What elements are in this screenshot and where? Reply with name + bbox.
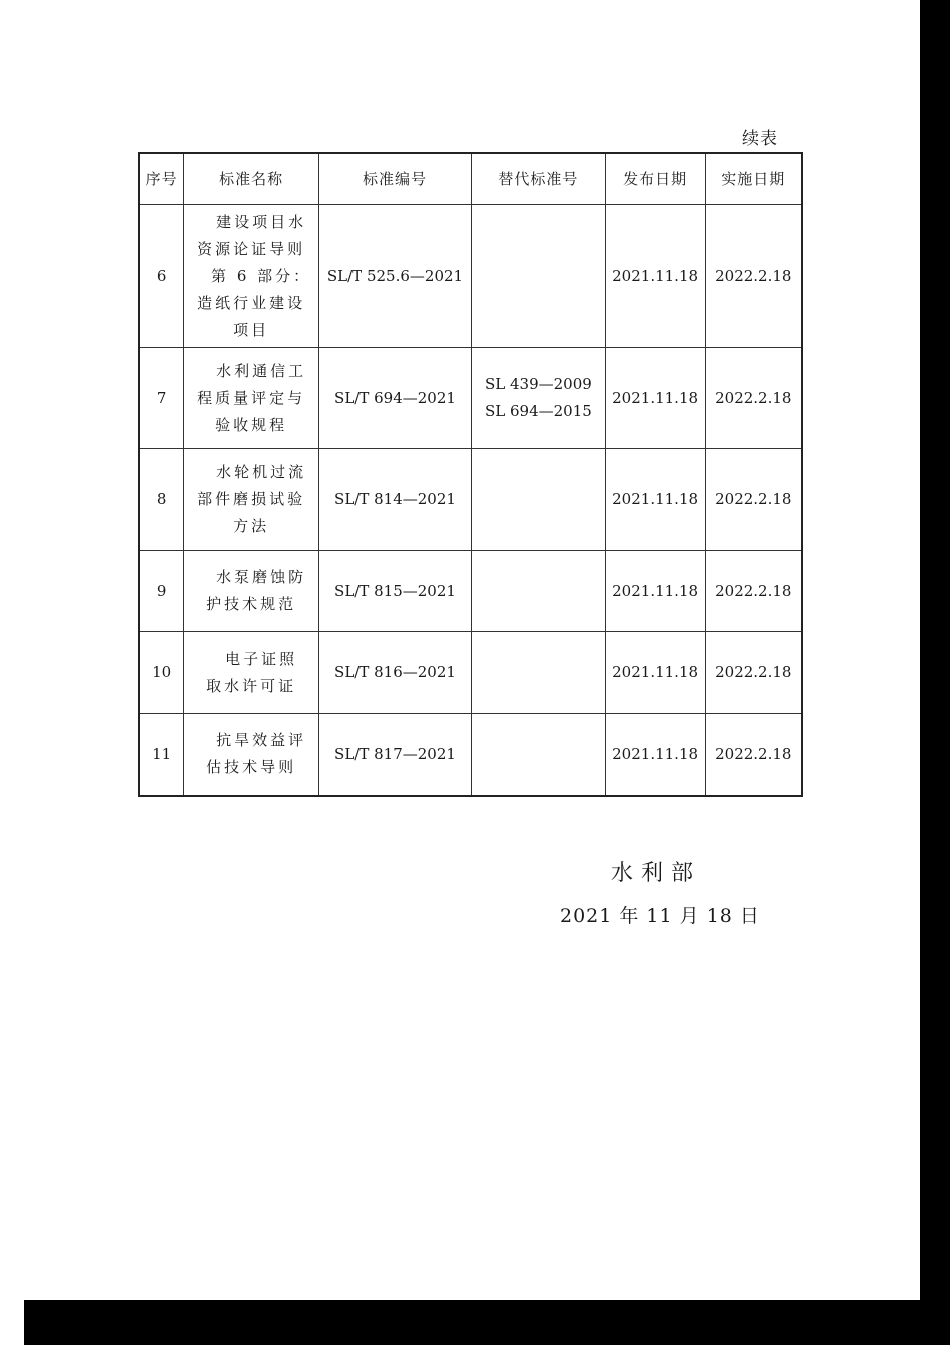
cell-replaced bbox=[472, 348, 605, 449]
cell-name bbox=[184, 632, 318, 714]
cell-effective-date: 2022.2.18 bbox=[705, 348, 802, 449]
cell-replaced bbox=[472, 714, 605, 796]
standards-table bbox=[138, 152, 803, 797]
cell-effective-date: 2022.2.18 bbox=[705, 551, 802, 632]
name-line: 第 6 部分： bbox=[211, 266, 312, 285]
cell-release-date: 2021.11.18 bbox=[605, 205, 705, 348]
table-row bbox=[139, 449, 802, 551]
replaced-code: SL 439—2009 bbox=[484, 375, 592, 393]
cell-release-date: 2021.11.18 bbox=[605, 551, 705, 632]
table-row bbox=[139, 205, 802, 348]
cell-name bbox=[184, 551, 318, 632]
cell-code: SL/T 814—2021 bbox=[318, 449, 471, 551]
name-line: 程质量评定与 bbox=[197, 388, 306, 407]
header-name: 标准名称 bbox=[184, 153, 318, 205]
cell-effective-date: 2022.2.18 bbox=[705, 632, 802, 714]
cell-code: SL/T 694—2021 bbox=[318, 348, 471, 449]
header-effective-date: 实施日期 bbox=[705, 153, 802, 205]
issuing-organization: 水利部 bbox=[611, 861, 702, 886]
cell-seq: 9 bbox=[139, 551, 184, 632]
cell-seq: 8 bbox=[139, 449, 184, 551]
page-edge-strip bbox=[0, 1300, 24, 1345]
name-line: 部件磨损试验 bbox=[197, 490, 306, 508]
replaced-code: SL 694—2015 bbox=[484, 402, 592, 420]
header-seq: 序号 bbox=[139, 153, 184, 205]
header-code: 标准编号 bbox=[318, 153, 471, 205]
cell-name bbox=[184, 449, 318, 551]
table-body bbox=[139, 205, 802, 796]
table-row bbox=[139, 632, 802, 714]
name-line: 估技术导则 bbox=[206, 758, 297, 777]
cell-code: SL/T 816—2021 bbox=[318, 632, 471, 714]
table-row bbox=[139, 348, 802, 449]
name-line: 水轮机过流 bbox=[216, 463, 307, 481]
cell-effective-date: 2022.2.18 bbox=[705, 714, 802, 796]
header-replaced: 替代标准号 bbox=[472, 153, 605, 205]
name-line: 验收规程 bbox=[215, 415, 288, 434]
name-line: 造纸行业建设 bbox=[197, 293, 306, 312]
name-line: 方法 bbox=[233, 517, 270, 535]
cell-release-date: 2021.11.18 bbox=[605, 714, 705, 796]
name-line: 建设项目水 bbox=[216, 212, 307, 231]
name-line: 护技术规范 bbox=[206, 595, 297, 613]
table-row bbox=[139, 551, 802, 632]
cell-code: SL/T 815—2021 bbox=[318, 551, 471, 632]
name-line: 电子证照 bbox=[225, 649, 298, 668]
name-line: 项目 bbox=[233, 320, 270, 339]
table-header-row bbox=[139, 153, 802, 205]
name-line: 水利通信工 bbox=[216, 361, 307, 380]
name-line: 抗旱效益评 bbox=[216, 731, 307, 750]
name-line: 水泵磨蚀防 bbox=[216, 568, 307, 586]
name-line: 资源论证导则 bbox=[197, 239, 306, 258]
name-line: 取水许可证 bbox=[206, 676, 297, 695]
cell-effective-date: 2022.2.18 bbox=[705, 205, 802, 348]
cell-seq: 11 bbox=[139, 714, 184, 796]
cell-replaced bbox=[472, 632, 605, 714]
cell-replaced bbox=[472, 449, 605, 551]
cell-replaced bbox=[472, 205, 605, 348]
cell-release-date: 2021.11.18 bbox=[605, 632, 705, 714]
cell-release-date: 2021.11.18 bbox=[605, 348, 705, 449]
cell-code: SL/T 817—2021 bbox=[318, 714, 471, 796]
cell-name bbox=[184, 714, 318, 796]
cell-effective-date: 2022.2.18 bbox=[705, 449, 802, 551]
table-row bbox=[139, 714, 802, 796]
cell-release-date: 2021.11.18 bbox=[605, 449, 705, 551]
continued-label: 续表 bbox=[742, 129, 778, 149]
cell-seq: 7 bbox=[139, 348, 184, 449]
cell-seq: 10 bbox=[139, 632, 184, 714]
cell-replaced bbox=[472, 551, 605, 632]
cell-name bbox=[184, 205, 318, 348]
cell-name bbox=[184, 348, 318, 449]
cell-seq: 6 bbox=[139, 205, 184, 348]
cell-code: SL/T 525.6—2021 bbox=[318, 205, 471, 348]
issue-date: 2021 年 11 月 18 日 bbox=[560, 905, 760, 927]
header-release-date: 发布日期 bbox=[605, 153, 705, 205]
